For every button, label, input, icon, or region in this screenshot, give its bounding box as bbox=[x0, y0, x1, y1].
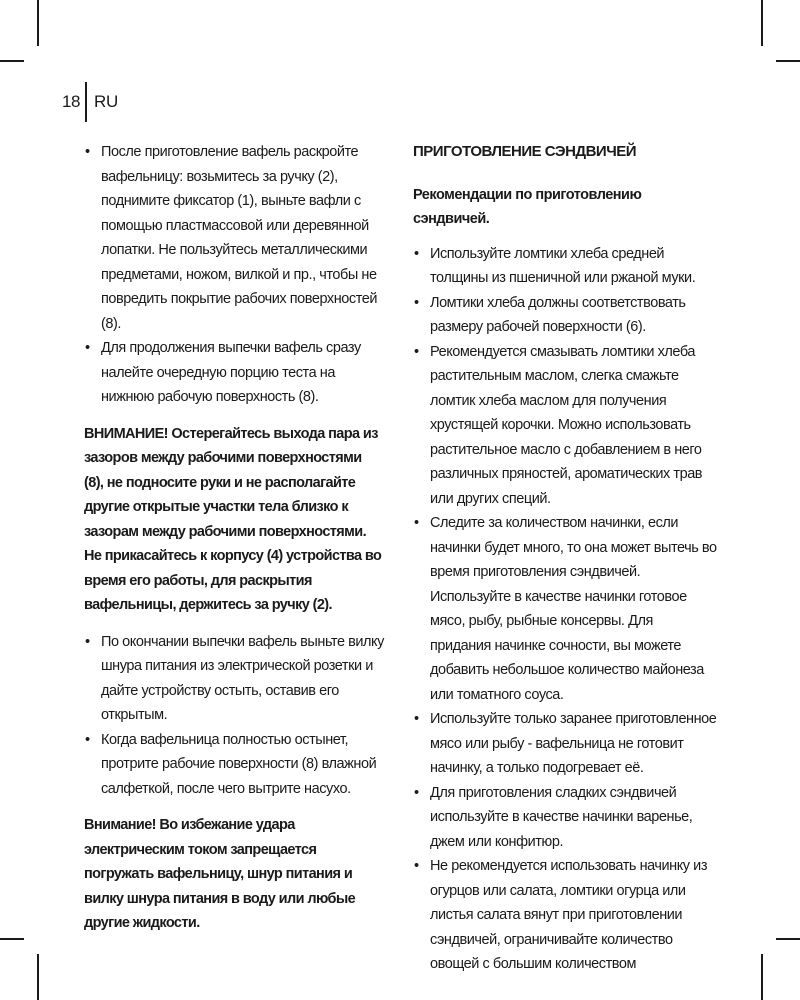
list-item: • После приготовление вафель раскройте вафельницу: возьмитесь за ручку (2), поднимите фиксатор (1), выньте вафли с помощью пластмассовой или деревянной лопатки. Не пользуйтесь металлическими предметами, ножом, вилкой и пр., чтобы не повредить покрытие рабочих поверхностей (8). bbox=[84, 140, 384, 336]
crop-mark-right-top bbox=[776, 60, 800, 62]
list-item: • По окончании выпечки вафель выньте вилку шнура питания из электрической розетки и дайте устройству остыть, оставив его открытым. bbox=[84, 630, 384, 728]
list-item: • Для продолжения выпечки вафель сразу налейте очередную порцию теста на нижнюю рабочую поверхность (8). bbox=[84, 336, 384, 410]
list-item: • Не рекомендуется использовать начинку из огурцов или салата, ломтики огурца или листья салата вянут при приготовлении сэндвичей, ограничивайте количество овощей с большим количеством bbox=[413, 854, 717, 977]
list-item: • Для приготовления сладких сэндвичей используйте в качестве начинки варенье, джем или конфитюр. bbox=[413, 781, 717, 855]
warning-paragraph: Внимание! Во избежание удара электрическим током запрещается погружать вафельницу, шнур питания и вилку шнура питания в воду или любые другие жидкости. bbox=[84, 817, 356, 931]
left-column bbox=[84, 140, 384, 948]
crop-mark-bottom-left bbox=[37, 954, 39, 1000]
list-item: • Используйте ломтики хлеба средней толщины из пшеничной или ржаной муки. bbox=[413, 242, 717, 291]
list-item: • Когда вафельница полностью остынет, протрите рабочие поверхности (8) влажной салфеткой, после чего вытрите насухо. bbox=[84, 728, 384, 802]
crop-mark-left-bottom bbox=[0, 938, 24, 940]
list-item: • Ломтики хлеба должны соответствовать размеру рабочей поверхности (6). bbox=[413, 291, 717, 340]
crop-mark-bottom-right bbox=[761, 954, 763, 1000]
list-item: • Используйте только заранее приготовленное мясо или рыбу - вафельница не готовит начинку, а только подогревает её. bbox=[413, 707, 717, 781]
bullet-list-1 bbox=[84, 140, 384, 410]
language-code: RU bbox=[94, 92, 118, 111]
right-column bbox=[413, 140, 717, 977]
crop-mark-right-bottom bbox=[776, 938, 800, 940]
bullet-list-2 bbox=[84, 630, 384, 802]
warning-paragraph: ВНИМАНИЕ! Остерегайтесь выхода пара из зазоров между рабочими поверхностями (8), не подносите руки и не располагайте другие открытые участки тела близко к зазорам между рабочими поверхностями. Не прикасайтесь к корпусу (4) устройства во время его работы, для раскрытия вафельницы, держитесь за ручку (2). bbox=[84, 425, 382, 613]
section-title: ПРИГОТОВЛЕНИЕ СЭНДВИЧЕЙ bbox=[413, 143, 637, 160]
list-item: • Следите за количеством начинки, если начинки будет много, то она может вытечь во время приготовления сэндвичей. Используйте в качестве начинки готовое мясо, рыбу, рыбные консервы. Для придания начинке сочности, вы можете добавить небольшое количество майонеза или томатного соуса. bbox=[413, 511, 717, 707]
bullet-list-3 bbox=[413, 242, 717, 977]
subheading: Рекомендации по приготовлению сэндвичей. bbox=[413, 186, 642, 227]
page-number: 18 bbox=[62, 92, 80, 111]
crop-mark-top-right bbox=[761, 0, 763, 46]
list-item: • Рекомендуется смазывать ломтики хлеба растительным маслом, слегка смажьте ломтик хлеба маслом для получения хрустящей корочки. Можно использовать растительное масло с добавлением в него различных пряностей, ароматических трав или других специй. bbox=[413, 340, 717, 512]
header-divider bbox=[85, 82, 87, 122]
crop-mark-left-top bbox=[0, 60, 24, 62]
crop-mark-top-left bbox=[37, 0, 39, 46]
